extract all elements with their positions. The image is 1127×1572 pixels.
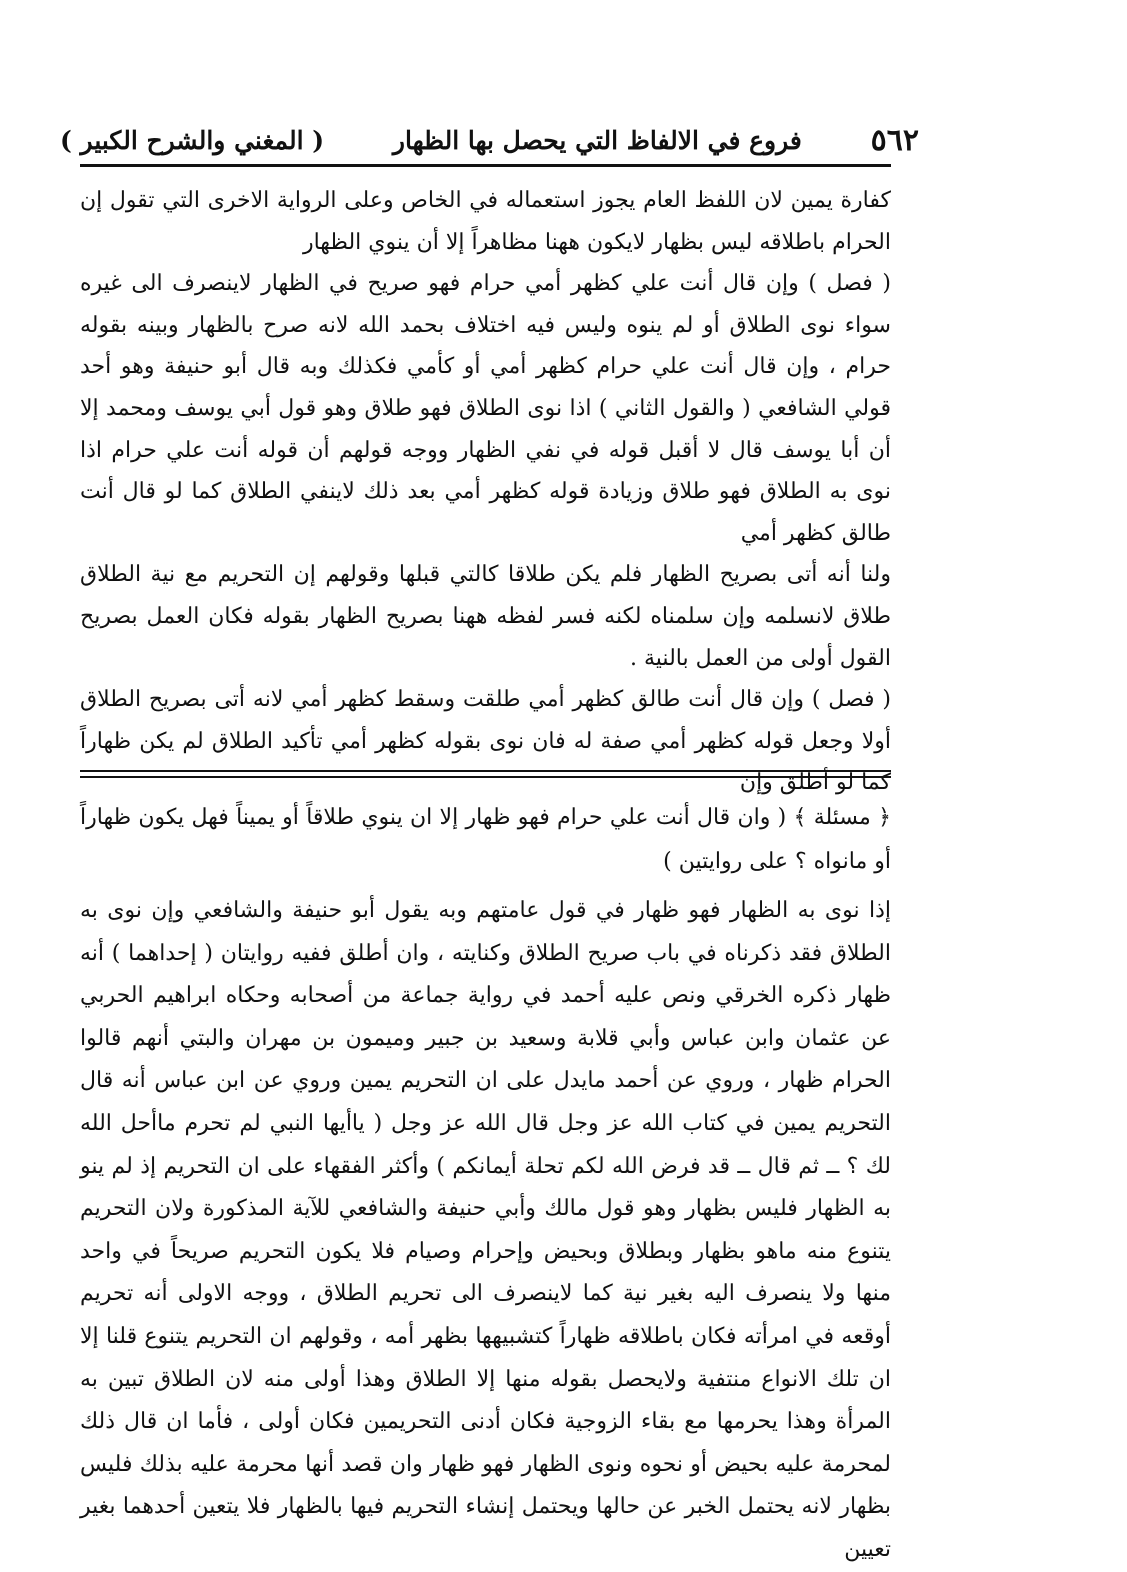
- sharh-continuation: [80, 180, 891, 804]
- paragraph: كفارة يمين لان اللفظ العام يجوز استعماله في الخاص وعلى الرواية الاخرى التي تقول إن الحرام باطلاقه ليس بظهار لايكون ههنا مظاهراً إلا أن ينوي الظهار: [80, 188, 891, 255]
- chapter-title: فروع في الالفاظ التي يحصل بها الظهار: [392, 125, 802, 155]
- paragraph: ( فصل ) وإن قال أنت طالق كظهر أمي طلقت وسقط كظهر أمي لانه أتى بصريح الطلاق أولا وجعل قوله كظهر أمي صفة له فان نوى بقوله كظهر أمي تأكيد الطلاق لم يكن ظهاراً كما لو أطلق وإن: [80, 687, 891, 796]
- page-header: [60, 118, 919, 162]
- paragraph: إذا نوى به الظهار فهو ظهار في قول عامتهم وبه يقول أبو حنيفة والشافعي وإن نوى به الطلاق فقد ذكرناه في باب صريح الطلاق وكنايته ، وان أطلق ففيه روايتان ( إحداهما ) أنه ظهار ذكره الخرقي ونص عليه أحمد في رواية جماعة من أصحابه وحكاه ابراهيم الحربي عن عثمان وابن عباس وأبي قلابة وسعيد بن جبير وميمون بن مهران والبتي أنهم قالوا الحرام ظهار ، وروي عن أحمد مايدل على ان التحريم يمين وروي عن ابن عباس أنه قال التحريم يمين في كتاب الله عز وجل قال الله عز وجل ( ياأيها النبي لم تحرم ماأحل الله لك ؟ ــ ثم قال ــ قد فرض الله لكم تحلة أيمانكم ) وأكثر الفقهاء على ان التحريم إذ لم ينو به الظهار فليس بظهار وهو قول مالك وأبي حنيفة والشافعي للآية المذكورة ولان التحريم يتنوع منه ماهو بظهار وبطلاق وبحيض وإحرام وصيام فلا يكون التحريم صريحاً في واحد منها ولا ينصرف اليه بغير نية كما لاينصرف الى تحريم الطلاق ، ووجه الاولى أنه تحريم أوقعه في امرأته فكان باطلاقه ظهاراً كتشبيهها بظهر أمه ، وقولهم ان التحريم يتنوع قلنا إلا ان تلك الانواع منتفية ولايحصل بقوله منها إلا الطلاق وهذا أولى منه لان الطلاق تبين به المرأة وهذا يحرمها مع بقاء الزوجية فكان أدنى التحريمين فكان أولى ، فأما ان قال ذلك لمحرمة عليه بحيض أو نحوه ونوى الظهار فهو ظهار وان قصد أنها محرمة عليه بذلك فليس بظهار لانه يحتمل الخبر عن حالها ويحتمل إنشاء التحريم فيها بالظهار فلا يتعين أحدهما بغير تعيين: [80, 898, 892, 1562]
- masala-block: [80, 796, 891, 884]
- header-rule: [80, 164, 891, 167]
- masala-text: ﴿ مسئلة ﴾ ( وان قال أنت علي حرام فهو ظهار إلا ان ينوي طلاقاً أو يميناً فهل يكون ظهاراً أو مانواه ؟ على روايتين ): [80, 805, 892, 874]
- section-divider: [80, 770, 891, 778]
- paragraph: ( فصل ) وإن قال أنت علي كظهر أمي حرام فهو صريح في الظهار لاينصرف الى غيره سواء نوى الطلاق أو لم ينوه وليس فيه اختلاف بحمد الله لانه صرح بالظهار وبينه بقوله حرام ، وإن قال أنت علي حرام كظهر أمي أو كأمي فكذلك وبه قال أبو حنيفة وهو أحد قولي الشافعي ( والقول الثاني ) اذا نوى الطلاق فهو طلاق وهو قول أبي يوسف ومحمد إلا أن أبا يوسف قال لا أقبل قوله في نفي الظهار ووجه قولهم أن قوله أنت علي حرام اذا نوى به الطلاق فهو طلاق وزيادة قوله كظهر أمي بعد ذلك لاينفي الطلاق كما لو قال أنت طالق كظهر أمي: [80, 271, 891, 546]
- paragraph: ولنا أنه أتى بصريح الظهار فلم يكن طلاقا كالتي قبلها وقولهم إن التحريم مع نية الطلاق طلاق لانسلمه وإن سلمناه لكنه فسر لفظه ههنا بصريح الظهار بقوله فكان العمل بصريح القول أولى من العمل بالنية .: [80, 562, 891, 671]
- sharh-block: [80, 890, 891, 1572]
- page-number: ٥٦٢: [870, 122, 919, 158]
- book-title: ( المغني والشرح الكبير ): [60, 125, 325, 155]
